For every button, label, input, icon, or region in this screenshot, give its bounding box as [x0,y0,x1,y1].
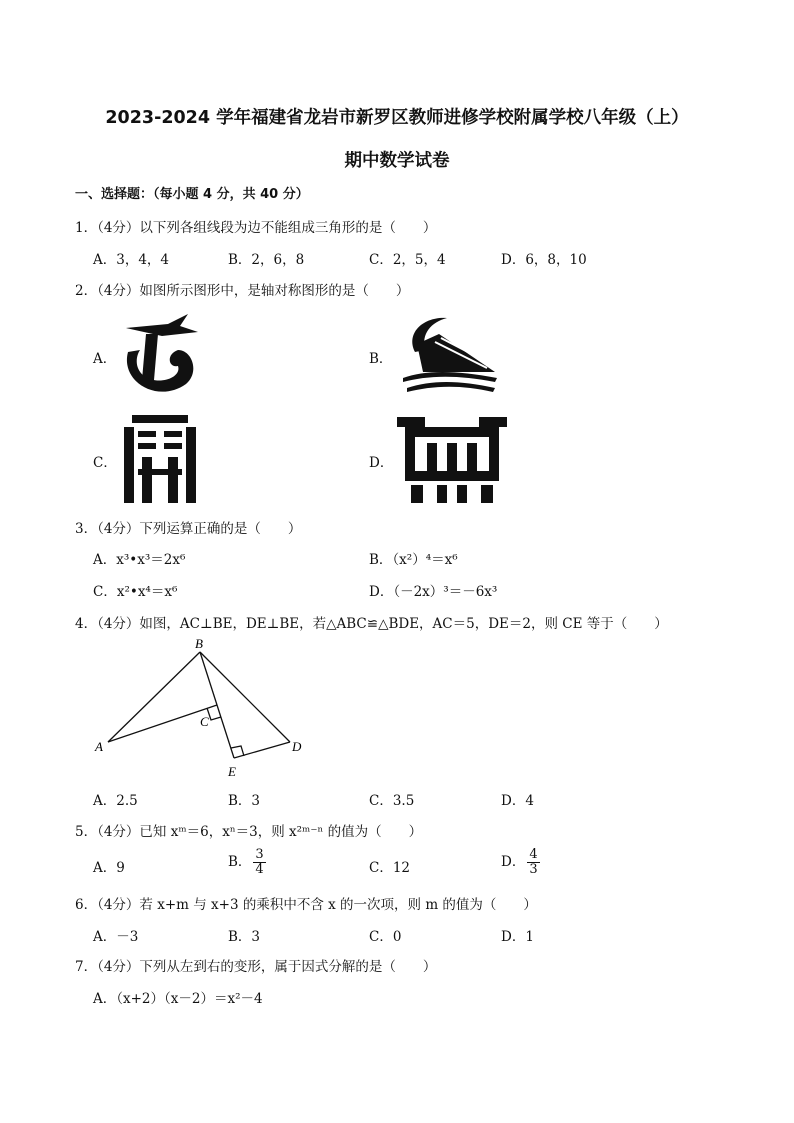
q4-option-d: D．4 [501,793,534,809]
title-line-2: 期中数学试卷 [344,151,450,171]
q1-option-b: B．2，6，8 [228,252,305,268]
q3-option-c: C．x²•x⁴＝x⁶ [93,584,178,600]
label-d: D [292,739,302,754]
q3-option-d: D．（－2x）³＝－6x³ [369,584,498,600]
q5-option-c: C．12 [369,860,411,876]
question-5-stem: 5．（4分）已知 xᵐ＝6，xⁿ＝3，则 x²ᵐ⁻ⁿ 的值为（ ） [75,824,423,840]
question-1-stem: 1．（4分）以下列各组线段为边不能组成三角形的是（ ） [75,220,437,236]
q6-option-c: C．0 [369,929,402,945]
gate-character-image [118,413,202,505]
fraction-numerator: 3 [255,847,264,862]
title-line-1: 2023-2024 学年福建省龙岩市新罗区教师进修学校附属学校八年级（上） [105,108,689,128]
fraction-denominator: 4 [255,862,264,877]
q4-option-c: C．3.5 [369,793,415,809]
q1-option-c: C．2，5，4 [369,252,446,268]
q3-option-b: B．（x²）⁴＝x⁶ [369,552,458,568]
fraction-numerator: 4 [529,847,538,862]
label-a: A [95,739,103,754]
q4-option-b: B．3 [228,793,261,809]
swirl-emblem-image [118,310,202,400]
q3-option-a: A．x³•x³＝2x⁶ [93,552,186,568]
fraction-three-quarters [253,848,265,877]
section-header: 一、选择题：（每小题 4 分，共 40 分） [75,187,309,202]
q5-option-d-prefix: D． [501,854,526,870]
question-6-stem: 6．（4分）若 x+m 与 x+3 的乘积中不含 x 的一次项，则 m 的值为（ ） [75,897,537,913]
q2-option-d: D． [369,455,394,471]
question-2-stem: 2．（4分）如图所示图形中，是轴对称图形的是（ ） [75,283,410,299]
label-b: B [195,636,203,651]
ship-logo-image [395,312,501,398]
label-c: C [200,714,209,729]
question-3-stem: 3．（4分）下列运算正确的是（ ） [75,521,302,537]
q5-option-a: A．9 [93,860,125,876]
q1-option-d: D．6，8，10 [501,252,587,268]
label-e: E [228,764,236,779]
question-4-stem: 4．（4分）如图，AC⊥BE，DE⊥BE，若△ABC≌△BDE，AC＝5，DE＝2，则 CE 等于（ ） [75,616,668,632]
q6-option-d: D．1 [501,929,534,945]
cauldron-character-image [397,413,507,505]
triangle-diagram [90,632,310,780]
q4-option-a: A．2.5 [93,793,138,809]
q5-option-b [228,848,266,877]
q6-option-a: A．－3 [93,929,139,945]
question-7-stem: 7．（4分）下列从左到右的变形，属于因式分解的是（ ） [75,959,437,975]
fraction-denominator: 3 [529,862,538,877]
q2-option-c: C． [93,455,117,471]
q2-option-a: A． [93,351,117,367]
fraction-four-thirds [527,848,539,877]
q5-option-d [501,848,540,877]
q6-option-b: B．3 [228,929,261,945]
q7-option-a: A．（x+2）（x－2）＝x²－4 [93,991,263,1007]
q1-option-a: A．3，4，4 [93,252,170,268]
q2-option-b: B． [369,351,393,367]
q5-option-b-prefix: B． [228,854,252,870]
